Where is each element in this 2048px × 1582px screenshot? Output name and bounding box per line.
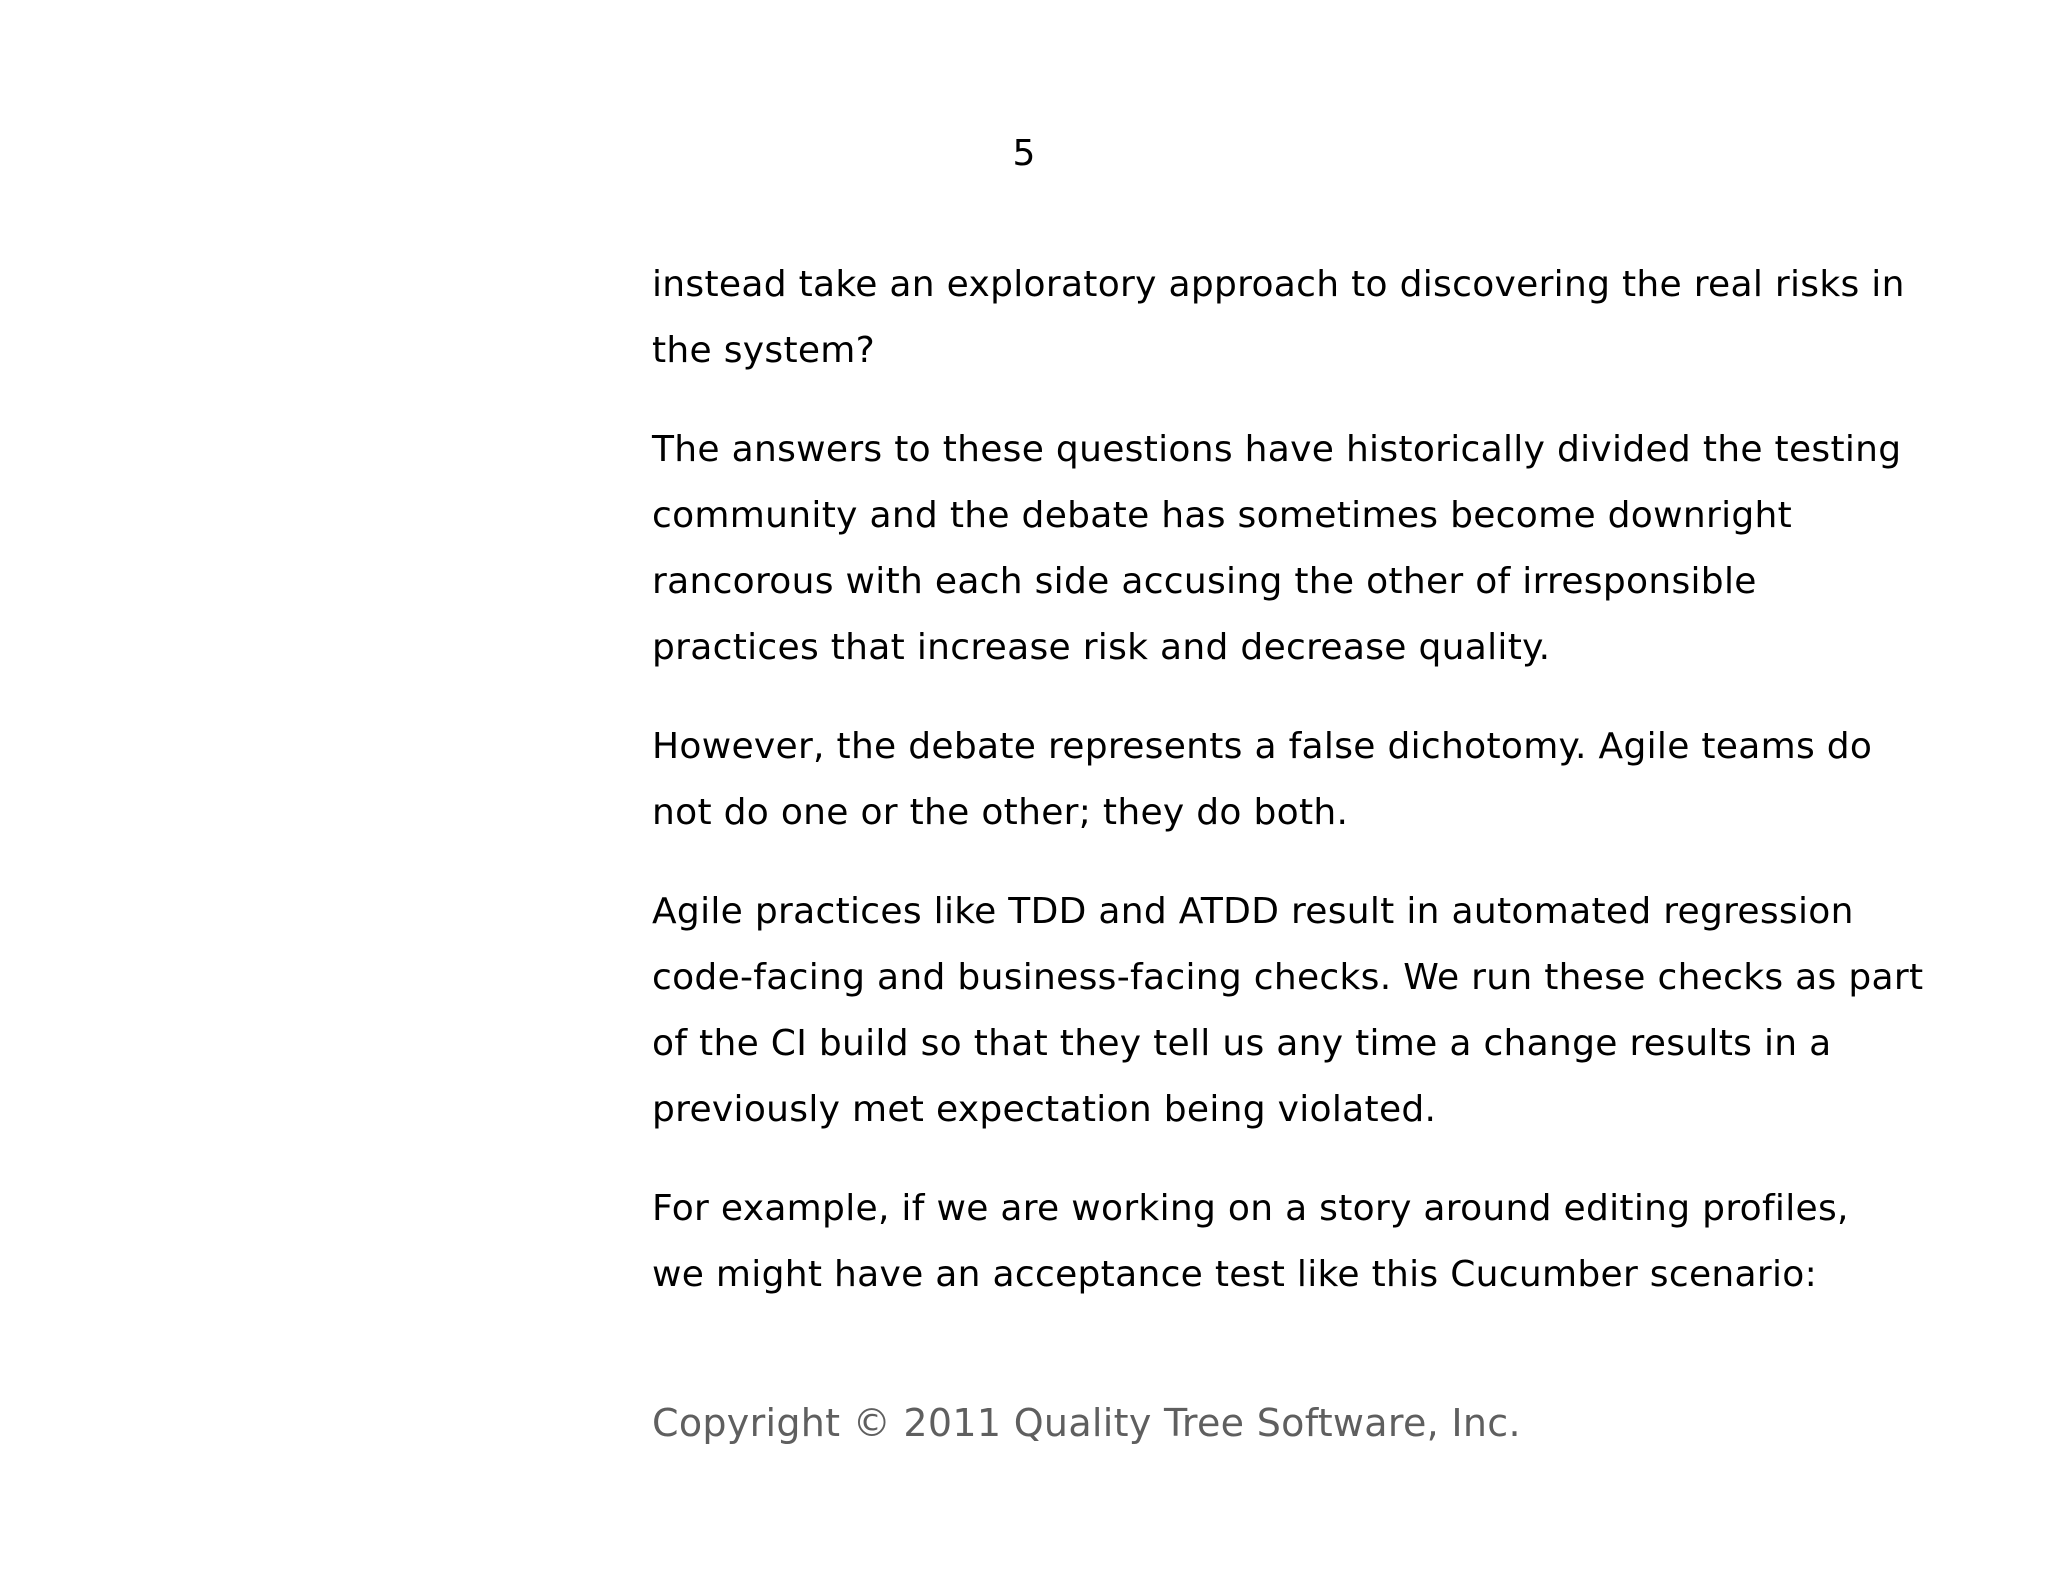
copyright-footer: Copyright © 2011 Quality Tree Software, Inc.: [652, 1401, 1521, 1445]
text-line: The answers to these questions have historically divided the testing: [652, 429, 1902, 470]
text-line: instead take an exploratory approach to discovering the real risks in: [652, 264, 1905, 305]
paragraph: [652, 252, 1905, 384]
text-line: not do one or the other; they do both.: [652, 792, 1349, 833]
text-line: practices that increase risk and decrease quality.: [652, 627, 1551, 668]
body-text: [652, 252, 1924, 1341]
text-line: rancorous with each side accusing the other of irresponsible: [652, 561, 1757, 602]
text-line: For example, if we are working on a story around editing profiles,: [652, 1188, 1849, 1229]
text-line: Agile practices like TDD and ATDD result in automated regression: [652, 891, 1854, 932]
text-line: of the CI build so that they tell us any time a change results in a: [652, 1023, 1832, 1064]
paragraph: [652, 714, 1892, 846]
text-line: the system?: [652, 330, 876, 371]
paragraph: [652, 417, 1902, 681]
text-line: However, the debate represents a false dichotomy. Agile teams do: [652, 726, 1873, 767]
paragraph: [652, 879, 1924, 1143]
text-line: previously met expectation being violated.: [652, 1089, 1437, 1130]
text-line: we might have an acceptance test like this Cucumber scenario:: [652, 1254, 1818, 1295]
text-line: community and the debate has sometimes become downright: [652, 495, 1793, 536]
paragraph: [652, 1176, 1892, 1308]
text-line: code-facing and business-facing checks. We run these checks as part: [652, 957, 1924, 998]
page-number: 5: [1012, 133, 1036, 174]
